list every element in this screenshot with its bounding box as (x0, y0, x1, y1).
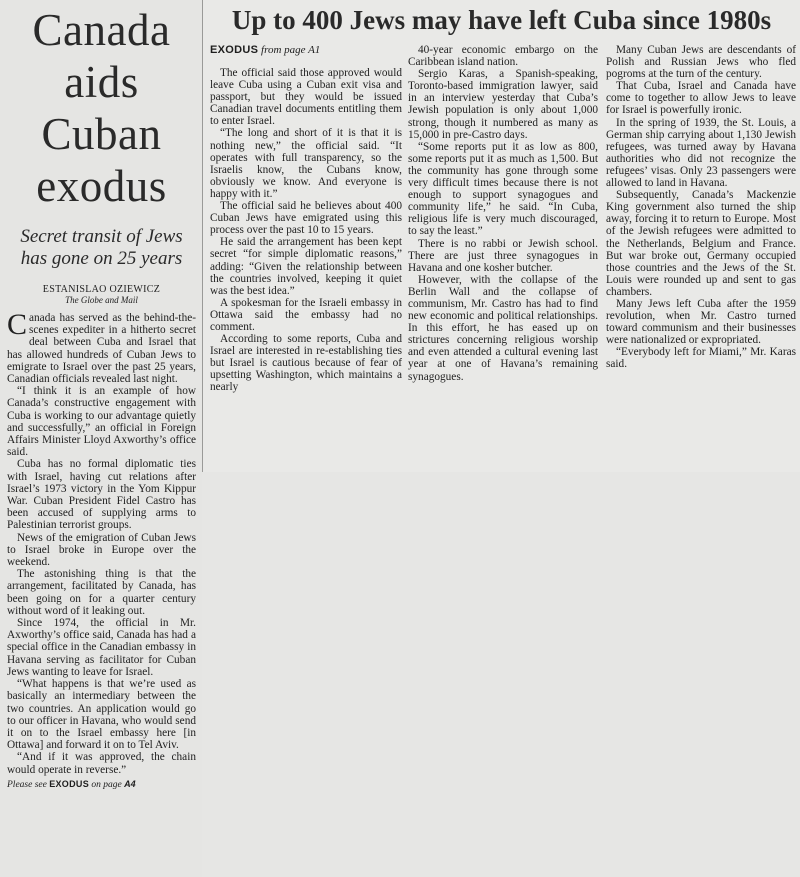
paragraph: In the spring of 1939, the St. Louis, a German ship carrying about 1,130 Jewish refugees, was turned away by Havana authorities who did not recognize the refugees’ visas. Only 23 passengers were allowed to land in Havana. (606, 116, 796, 190)
lead-text: anada has served as the behind-the-scenes expediter in a hitherto secret deal between Cuba and Israel that has allowed hundreds of Cuban Jews to emigrate to Israel over the past 25 years, Canadian officials revealed last night. (7, 312, 196, 386)
see-prefix: Please see (7, 779, 47, 790)
headline-line: exodus (36, 161, 167, 211)
jump-headline (203, 0, 800, 42)
jump-word: EXODUS (210, 44, 259, 56)
paragraph: There is no rabbi or Jewish school. There are just three synagogues in Havana and one kosher butcher. (408, 237, 598, 274)
paragraph: That Cuba, Israel and Canada have come to together to allow Jews to leave for Israel is powerfully ironic. (606, 80, 796, 117)
paragraph: “Everybody left for Miami,” Mr. Karas said. (606, 346, 796, 371)
paragraph: However, with the collapse of the Berlin Wall and the collapse of communism, Mr. Castro has had to find new economic and political relationships. In this effort, he has eased up on strictures concerning religious worship and even attended a cultural evening last year at one of Havana’s remaining synagogues. (408, 273, 598, 383)
paragraph: “I think it is an example of how Canada’s constructive engagement with Cuba is working to our advantage quietly and successfully,” an official in Foreign Affairs Minister Lloyd Axworthy’s office said. (7, 385, 196, 459)
paragraph: The official said he believes about 400 Cuban Jews have emigrated using this process over the past 10 to 15 years. (210, 200, 402, 237)
empty-area (202, 472, 800, 877)
left-body (7, 308, 196, 776)
paragraph: “What happens is that we’re used as basically an intermediary between the two countries. An application would go to our officer in Havana, who would send it on to the Israel embassy here [in Ottawa] and forward it on to Tel Aviv. (7, 678, 196, 752)
lead-paragraph (7, 308, 196, 386)
paragraph: 40-year economic embargo on the Caribbean island nation. (408, 44, 598, 69)
paragraph: Sergio Karas, a Spanish-speaking, Toronto-based immigration lawyer, said in an interview yesterday that Cuba’s Jewish population is only about 1,000 strong, though it numbered as many as 15,000 in pre-Castro days. (408, 68, 598, 141)
headline-line: aids (64, 57, 139, 107)
paragraph: Since 1974, the official in Mr. Axworthy’s office said, Canada has had a special office in the Canadian embassy in Havana serving as facilitator for Cuban Jews wanting to leave for Israel. (7, 617, 196, 678)
paragraph: “Some reports put it as low as 800, some reports put it as much as 1,500. But the community has gone through some very difficult times because there is not enough to support synagogues and community life,” he said. “In Cuba, religious life is very much discouraged, to say the least.” (408, 140, 598, 238)
headline-line: Cuban (41, 109, 162, 159)
paragraph: “The long and short of it is that it is nothing new,” the official said. “It operates with full transparency, so the Israelis know, the Cubans know, obviously we know. And everyone is happy with it.” (210, 127, 402, 200)
paragraph: Many Jews left Cuba after the 1959 revolution, when Mr. Castro turned toward communism and their businesses were nationalized or expropriated. (606, 297, 796, 347)
paragraph: He said the arrangement has been kept secret “for simple diplomatic reasons,” adding: “Given the relationship between the countries involved, keeping it quiet was the best idea.” (210, 236, 402, 297)
body-column-1 (210, 44, 402, 394)
affiliation: The Globe and Mail (65, 295, 138, 305)
see-page: A4 (124, 778, 136, 789)
paragraph: According to some reports, Cuba and Israel are interested in re-establishing ties but Israel is cautious because of fear of upsetting Washington, which maintains a nearly (210, 333, 402, 394)
headline-line: Canada (32, 5, 171, 55)
body-column-2 (408, 44, 598, 383)
continuation-note (7, 778, 196, 791)
paragraph: “And if it was approved, the chain would operate in reverse.” (7, 751, 196, 776)
main-headline (7, 4, 196, 212)
paragraph: The official said those approved would leave Cuba using a Cuban exit visa and passport, but they would be issued Canadian travel documents entitling them to enter Israel. (210, 67, 402, 128)
body-column-3 (606, 44, 796, 371)
see-mid: on page (91, 779, 122, 790)
see-word: EXODUS (49, 778, 90, 789)
jump-headline-text: Up to 400 Jews may have left Cuba since 1980s (231, 5, 772, 35)
left-column (0, 0, 203, 877)
paragraph: A spokesman for the Israeli embassy in Ottawa said the embassy had no comment. (210, 296, 402, 333)
byline: ESTANISLAO OZIEWICZ (42, 284, 161, 295)
paragraph: Subsequently, Canada’s Mackenzie King government also turned the ship away, forcing it to return to Europe. Most of the Jewish refugees were admitted to the Netherlands, Belgium and France. But war broke out, Germany occupied those countries and the Jews of the St. Louis were rounded up and sent to gas chambers. (606, 189, 796, 298)
paragraph: Cuba has no formal diplomatic ties with Israel, having cut relations after Israel’s 1973 victory in the Yom Kippur War. Cuban President Fidel Castro has been accused of supplying arms to Palestinian terrorist groups. (7, 458, 196, 532)
deck-subhead: Secret transit of Jews has gone on 25 years (20, 226, 183, 269)
paragraph: The astonishing thing is that the arrangement, facilitated by Canada, has been going on for a quarter century without word of it leaking out. (7, 568, 196, 617)
jump-line (210, 44, 402, 57)
jump-rest: from page A1 (261, 44, 321, 56)
paragraph: Many Cuban Jews are descendants of Polish and Russian Jews who fled pogroms at the turn of the century. (606, 44, 796, 81)
drop-cap: C (7, 308, 28, 341)
paragraph: News of the emigration of Cuban Jews to Israel broke in Europe over the weekend. (7, 531, 196, 569)
